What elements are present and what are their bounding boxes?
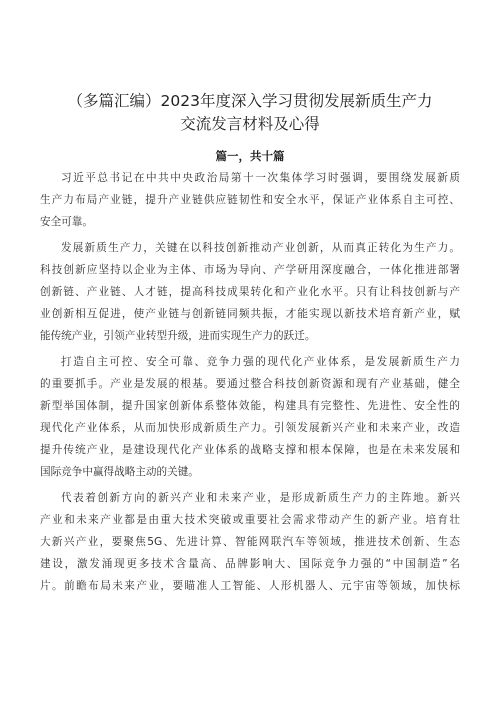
paragraph-line: 国际竞争中赢得战略主动的关键。 xyxy=(40,466,199,478)
paragraph-line: 打造自主可控、安全可靠、竞争力强的现代化产业体系，是发展新质生产力 xyxy=(61,356,460,368)
paragraph-line: 产业和未来产业都是由重大技术突破或重要社会需求带动产生的新产业。培育壮 xyxy=(40,514,460,526)
section-heading: 篇一，共十篇 xyxy=(215,149,285,163)
document-title-line-2: 交流发言材料及心得 xyxy=(180,115,320,133)
paragraph-line: 新型举国体制，提升国家创新体系整体效能，构建具有完整性、先进性、安全性的 xyxy=(40,400,460,412)
paragraph-line: 大新兴产业，要聚焦5G、先进计算、智能网联汽车等领域，推进技术创新、生态 xyxy=(40,536,460,548)
paragraph-line: 片。前瞻布局未来产业，要瞄准人工智能、人形机器人、元宇宙等领域，加快标 xyxy=(40,580,460,592)
paragraph-line: 发展新质生产力，关键在以科技创新推动产业创新，从而真正转化为生产力。 xyxy=(61,242,460,254)
paragraph-line: 代表着创新方向的新兴产业和未来产业，是形成新质生产力的主阵地。新兴 xyxy=(61,492,460,504)
paragraph-line: 生产力布局产业链，提升产业链供应链韧性和安全水平，保证产业体系自主可控、 xyxy=(40,194,460,206)
paragraph-line: 习近平总书记在中共中央政治局第十一次集体学习时强调，要围绕发展新质 xyxy=(61,172,460,184)
paragraph-line: 业创新相互促进，使产业链与创新链同频共振，才能实现以新技术培育新产业，赋 xyxy=(40,308,460,320)
paragraph-line: 的重要抓手。产业是发展的根基。要通过整合科技创新资源和现有产业基础，健全 xyxy=(40,378,460,390)
paragraph-line: 创新链、产业链、人才链，提高科技成果转化和产业化水平。只有让科技创新与产 xyxy=(40,286,460,298)
document-title-line-1: （多篇汇编）2023年度深入学习贯彻发展新质生产力 xyxy=(67,92,433,110)
paragraph-line: 科技创新应坚持以企业为主体、市场为导向、产学研用深度融合，一体化推进部署 xyxy=(40,264,460,276)
paragraph-line: 建设，激发涌现更多技术含量高、品牌影响大、国际竞争力强的“中国制造”名 xyxy=(40,558,460,570)
paragraph-line: 能传统产业，引领产业转型升级，进而实现生产力的跃迁。 xyxy=(40,330,316,342)
paragraph-line: 安全可靠。 xyxy=(40,216,93,228)
paragraph-line: 现代化产业体系，从而加快形成新质生产力。引领发展新兴产业和未来产业，改造 xyxy=(40,422,460,434)
paragraph-line: 提升传统产业，是建设现代化产业体系的战略支撑和根本保障，也是在未来发展和 xyxy=(40,444,460,456)
